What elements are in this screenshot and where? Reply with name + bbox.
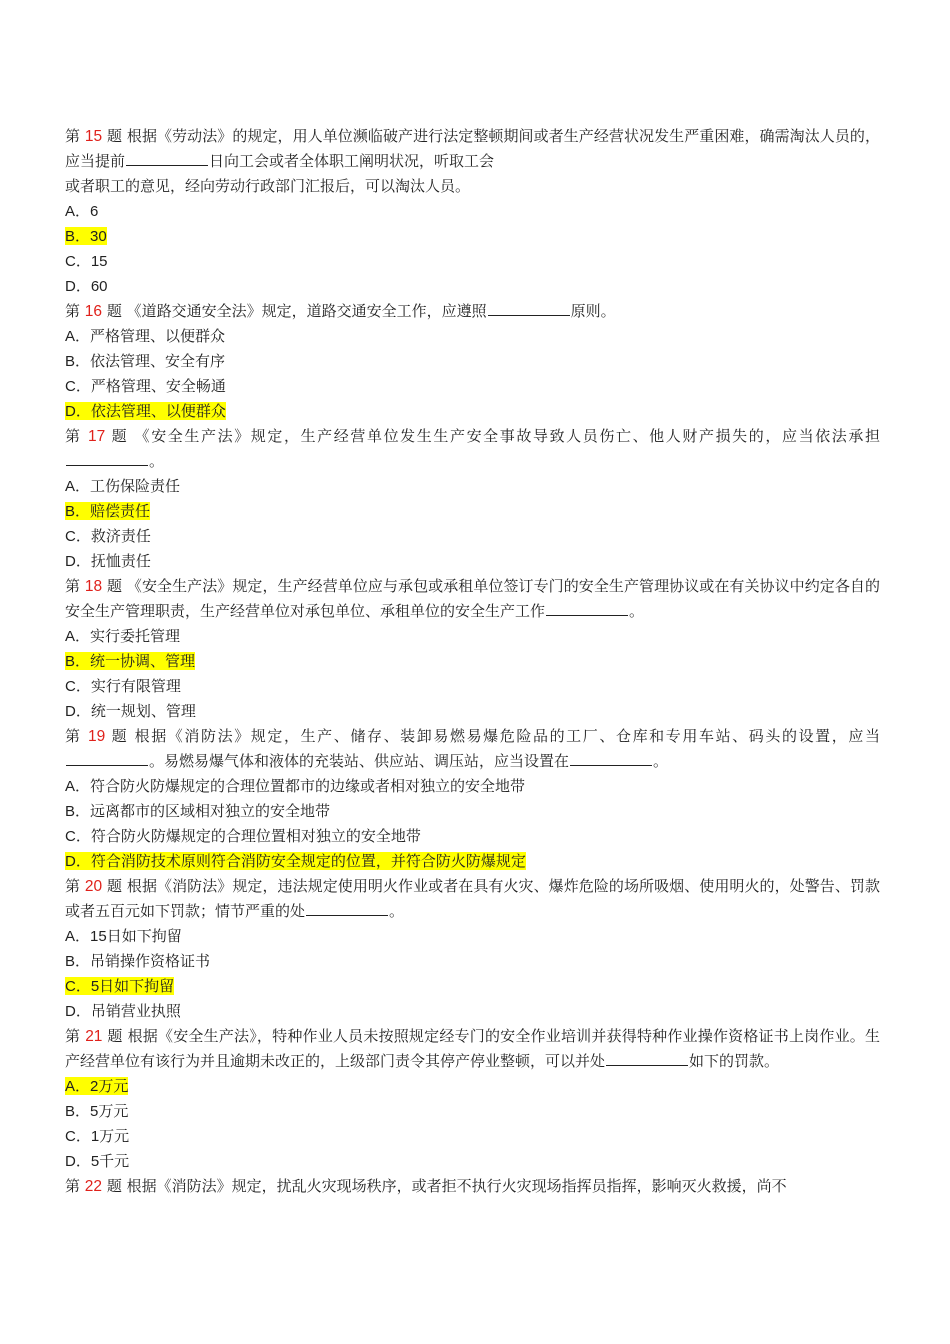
- option-letter: B．: [65, 1103, 91, 1120]
- option-content: [65, 327, 225, 345]
- option-letter: D．: [65, 853, 91, 870]
- question-text: 原则。: [570, 302, 616, 320]
- option-text: 救济责任: [90, 527, 151, 545]
- option-b: [65, 649, 880, 674]
- option-b: [65, 799, 880, 824]
- option-letter: A．: [65, 1078, 91, 1095]
- option-text: 符合防火防爆规定的合理位置相对独立的安全地带: [90, 827, 421, 845]
- option-letter: A．: [65, 928, 91, 945]
- question-15: [65, 124, 880, 174]
- question-text-continued: 或者职工的意见，经向劳动行政部门汇报后，可以淘汰人员。: [65, 177, 471, 195]
- question-number: 21: [85, 1028, 103, 1045]
- option-text: 30: [90, 228, 107, 245]
- highlighted-answer: [65, 652, 195, 670]
- question-text: 根据《消防法》规定，扰乱火灾现场秩序，或者拒不执行火灾现场指挥员指挥，影响灭火救援，尚不: [126, 1177, 787, 1195]
- option-letter: A．: [65, 628, 91, 645]
- question-text: 。: [389, 902, 405, 920]
- option-c: [65, 674, 880, 699]
- option-content: [65, 352, 225, 370]
- option-letter: C．: [65, 678, 91, 695]
- option-text: 2万元: [90, 1078, 129, 1095]
- question-prefix: 第: [65, 127, 81, 145]
- option-c: [65, 974, 880, 999]
- question-18: [65, 574, 880, 624]
- option-letter: D．: [65, 553, 91, 570]
- option-letter: D．: [65, 703, 91, 720]
- question-text: 。: [653, 752, 669, 770]
- question-21: [65, 1024, 880, 1074]
- answer-blank: [606, 1051, 688, 1066]
- option-text: 依法管理、安全有序: [90, 352, 226, 370]
- option-letter: A．: [65, 203, 91, 220]
- option-letter: D．: [65, 1003, 91, 1020]
- option-d: [65, 999, 880, 1024]
- question-text: 《道路交通安全法》规定，道路交通安全工作，应遵照: [126, 302, 487, 320]
- option-b: [65, 224, 880, 249]
- question-suffix: 题: [106, 302, 122, 320]
- question-suffix: 题: [111, 427, 129, 445]
- question-number: 18: [84, 578, 103, 595]
- option-text: 吊销营业执照: [90, 1002, 181, 1020]
- option-d: [65, 549, 880, 574]
- option-b: [65, 1099, 880, 1124]
- highlighted-answer: [65, 852, 526, 870]
- option-text: 实行委托管理: [90, 627, 181, 645]
- option-c: [65, 374, 880, 399]
- answer-blank: [66, 751, 148, 766]
- question-number: 19: [87, 728, 106, 745]
- question-number: 16: [84, 303, 103, 320]
- question-prefix: 第: [65, 302, 81, 320]
- option-content: [65, 927, 182, 945]
- question-number: 20: [84, 878, 103, 895]
- question-text: 。: [629, 602, 645, 620]
- option-content: [65, 677, 181, 695]
- question-text: 根据《安全生产法》，特种作业人员未按照规定经专门的安全作业培训并获得特种作业操作资格证书上岗作业。生产经营单位有该行为并且逾期未改正的，上级部门责令其停产停业整顿，可以并处: [65, 1027, 880, 1070]
- option-content: [65, 1002, 181, 1020]
- option-text: 严格管理、安全畅通: [90, 377, 226, 395]
- option-text: 5万元: [90, 1103, 129, 1120]
- option-b: [65, 949, 880, 974]
- option-content: [65, 377, 226, 395]
- option-c: [65, 1124, 880, 1149]
- option-letter: B．: [65, 503, 91, 520]
- question-list: [65, 124, 880, 1199]
- option-letter: A．: [65, 778, 91, 795]
- question-prefix: 第: [65, 727, 82, 745]
- question-text: 根据《消防法》规定，生产、储存、装卸易燃易爆危险品的工厂、仓库和专用车站、码头的设置，应当: [134, 727, 880, 745]
- option-letter: C．: [65, 1128, 91, 1145]
- option-content: [65, 477, 180, 495]
- option-content: [65, 802, 330, 820]
- highlighted-answer: [65, 502, 150, 520]
- option-content: [65, 777, 525, 795]
- option-a: [65, 324, 880, 349]
- answer-blank: [306, 901, 388, 916]
- option-letter: B．: [65, 228, 91, 245]
- option-a: [65, 1074, 880, 1099]
- answer-blank: [546, 601, 628, 616]
- option-content: [65, 527, 151, 545]
- option-d: [65, 1149, 880, 1174]
- option-text: 吊销操作资格证书: [90, 952, 211, 970]
- option-content: [65, 1102, 128, 1120]
- option-text: 5千元: [90, 1153, 130, 1170]
- option-text: 工伤保险责任: [90, 477, 181, 495]
- question-suffix: 题: [111, 727, 129, 745]
- option-letter: C．: [65, 528, 91, 545]
- question-suffix: 题: [107, 1027, 123, 1045]
- option-letter: B．: [65, 653, 91, 670]
- answer-blank: [66, 451, 148, 466]
- option-content: [65, 627, 180, 645]
- question-text: 日向工会或者全体职工阐明状况，听取工会: [209, 152, 495, 170]
- question-number: 17: [87, 428, 106, 445]
- highlighted-answer: [65, 402, 226, 420]
- option-text: 15日如下拘留: [90, 928, 182, 945]
- question-number: 15: [84, 128, 103, 145]
- option-d: [65, 699, 880, 724]
- option-text: 符合防火防爆规定的合理位置都市的边缘或者相对独立的安全地带: [90, 777, 526, 795]
- question-17: [65, 424, 880, 474]
- option-text: 15: [90, 253, 108, 270]
- question-prefix: 第: [65, 1177, 81, 1195]
- question-prefix: 第: [65, 427, 82, 445]
- option-a: [65, 624, 880, 649]
- answer-blank: [126, 151, 208, 166]
- option-b: [65, 349, 880, 374]
- answer-blank: [488, 301, 570, 316]
- option-letter: C．: [65, 253, 91, 270]
- highlighted-answer: [65, 977, 174, 995]
- option-a: [65, 199, 880, 224]
- option-text: 统一规划、管理: [90, 702, 196, 720]
- option-text: 赔偿责任: [90, 502, 151, 520]
- option-letter: D．: [65, 1153, 91, 1170]
- question-19: [65, 724, 880, 774]
- option-content: [65, 277, 108, 295]
- option-text: 统一协调、管理: [90, 652, 196, 670]
- option-d: [65, 399, 880, 424]
- question-text: 。易燃易爆气体和液体的充装站、供应站、调压站，应当设置在: [149, 752, 570, 770]
- question-suffix: 题: [107, 127, 123, 145]
- question-text: 《安全生产法》规定，生产经营单位发生生产安全事故导致人员伤亡、他人财产损失的，应当依法承担: [134, 427, 880, 445]
- question-text: 如下的罚款。: [689, 1052, 780, 1070]
- option-d: [65, 274, 880, 299]
- question-prefix: 第: [65, 877, 81, 895]
- option-content: [65, 202, 98, 220]
- option-text: 抚恤责任: [90, 552, 151, 570]
- option-letter: D．: [65, 403, 91, 420]
- option-a: [65, 474, 880, 499]
- option-letter: B．: [65, 953, 91, 970]
- question-prefix: 第: [65, 577, 81, 595]
- option-text: 6: [90, 203, 99, 220]
- question-text: 《安全生产法》规定，生产经营单位应与承包或承租单位签订专门的安全生产管理协议或在有关协议中约定各自的安全生产管理职责，生产经营单位对承包单位、承租单位的安全生产工作: [65, 577, 880, 620]
- question-20: [65, 874, 880, 924]
- option-b: [65, 499, 880, 524]
- option-letter: D．: [65, 278, 91, 295]
- option-letter: C．: [65, 378, 91, 395]
- question-16: [65, 299, 880, 324]
- option-content: [65, 1127, 129, 1145]
- option-content: [65, 702, 196, 720]
- option-text: 60: [90, 278, 108, 295]
- option-text: 远离都市的区域相对独立的安全地带: [90, 802, 331, 820]
- option-text: 依法管理、以便群众: [90, 402, 226, 420]
- option-c: [65, 524, 880, 549]
- question-suffix: 题: [107, 877, 123, 895]
- option-content: [65, 827, 421, 845]
- highlighted-answer: [65, 227, 107, 245]
- option-text: 5日如下拘留: [90, 978, 175, 995]
- option-a: [65, 924, 880, 949]
- option-content: [65, 252, 108, 270]
- option-letter: B．: [65, 353, 91, 370]
- option-letter: B．: [65, 803, 91, 820]
- option-letter: C．: [65, 978, 91, 995]
- option-letter: A．: [65, 478, 91, 495]
- option-text: 1万元: [90, 1128, 130, 1145]
- option-letter: C．: [65, 828, 91, 845]
- option-letter: A．: [65, 328, 91, 345]
- option-c: [65, 249, 880, 274]
- option-c: [65, 824, 880, 849]
- question-22: [65, 1174, 880, 1199]
- option-text: 符合消防技术原则符合消防安全规定的位置，并符合防火防爆规定: [90, 852, 526, 870]
- option-a: [65, 774, 880, 799]
- option-content: [65, 952, 210, 970]
- question-suffix: 题: [106, 1177, 122, 1195]
- question-number: 22: [84, 1178, 103, 1195]
- question-text: 。: [149, 452, 165, 470]
- option-text: 严格管理、以便群众: [90, 327, 226, 345]
- option-content: [65, 552, 151, 570]
- answer-blank: [570, 751, 652, 766]
- highlighted-answer: [65, 1077, 128, 1095]
- option-d: [65, 849, 880, 874]
- option-content: [65, 1152, 129, 1170]
- question-text: 根据《消防法》规定，违法规定使用明火作业或者在具有火灾、爆炸危险的场所吸烟、使用明火的，处警告、罚款或者五百元如下罚款；情节严重的处: [65, 877, 880, 920]
- question-prefix: 第: [65, 1027, 81, 1045]
- question-suffix: 题: [107, 577, 123, 595]
- question-text: 根据《劳动法》的规定，用人单位濒临破产进行法定整顿期间或者生产经营状况发生严重困难，确需淘汰人员的，应当提前: [65, 127, 880, 170]
- option-text: 实行有限管理: [90, 677, 181, 695]
